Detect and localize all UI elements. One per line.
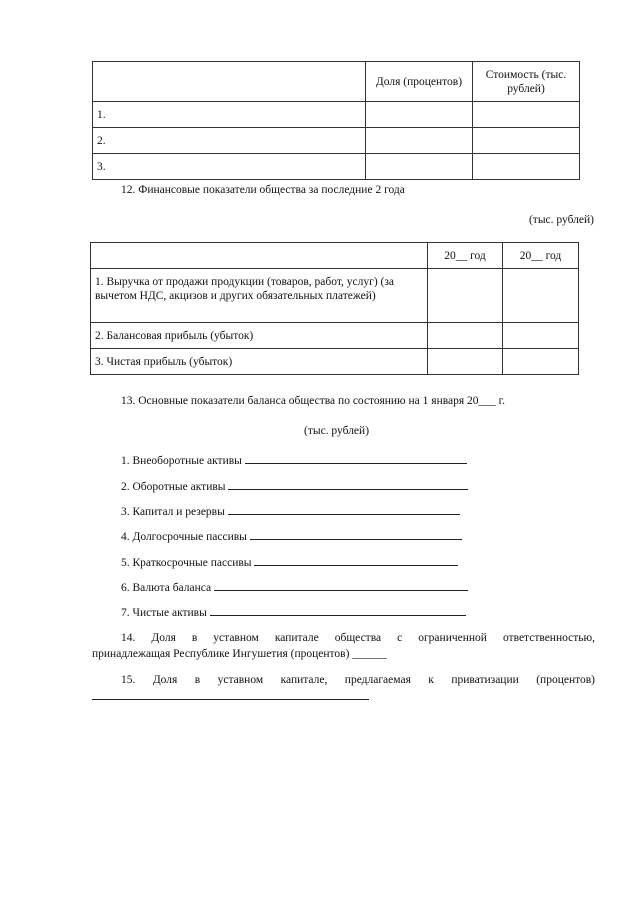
blank-line (250, 529, 462, 540)
table-header-cell (91, 243, 428, 269)
table-cell (428, 349, 503, 375)
section-15-blank-line (92, 699, 369, 700)
table-cell (473, 102, 580, 128)
balance-item: 5. Краткосрочные пассивы (121, 555, 458, 570)
blank-line (228, 479, 468, 490)
table-row (91, 323, 579, 349)
balance-item: 7. Чистые активы (121, 605, 466, 620)
table-cell (503, 349, 579, 375)
blank-line (210, 605, 466, 616)
table-cell (473, 154, 580, 180)
table-header-cell: 20__ год (428, 243, 503, 269)
table-cell (428, 323, 503, 349)
section-15-text: 15. Доля в уставном капитале, предлагаемая к приватизации (процентов) (121, 674, 595, 686)
blank-line (245, 453, 467, 464)
table-cell: 3. (93, 154, 366, 180)
section-13-units: (тыс. рублей) (304, 425, 370, 437)
table-cell (503, 323, 579, 349)
table-header-cell: Стоимость (тыс. рублей) (473, 62, 580, 102)
table-cell: 1. (93, 102, 366, 128)
table-cell: 3. Чистая прибыль (убыток) (91, 349, 428, 375)
section-14-line-1: 14. Доля в уставном капитале общества с ограниченной ответственностью, (121, 632, 595, 644)
section-14-line-2: принадлежащая Республике Ингушетия (процентов) ______ (92, 648, 387, 660)
section-15-paragraph (92, 672, 595, 688)
table-row (91, 349, 579, 375)
table-header-row (93, 62, 580, 102)
table-cell: 2. (93, 128, 366, 154)
table-cell (428, 269, 503, 323)
balance-item: 2. Оборотные активы (121, 479, 468, 494)
table-cell: 1. Выручка от продажи продукции (товаров, работ, услуг) (за вычетом НДС, акцизов и других обязательных платежей) (91, 269, 428, 323)
table-cell (366, 102, 473, 128)
table-header-cell: Доля (процентов) (366, 62, 473, 102)
table-header-cell: 20__ год (503, 243, 579, 269)
table-cell (473, 128, 580, 154)
blank-line (228, 504, 460, 515)
balance-item: 3. Капитал и резервы (121, 504, 460, 519)
section-14-paragraph (92, 630, 595, 662)
table-cell: 2. Балансовая прибыль (убыток) (91, 323, 428, 349)
table-header-cell (93, 62, 366, 102)
balance-item: 1. Внеоборотные активы (121, 453, 467, 468)
table-cell (503, 269, 579, 323)
section-12-title: 12. Финансовые показатели общества за последние 2 года (121, 184, 405, 196)
table-row (93, 128, 580, 154)
blank-line (254, 555, 458, 566)
table-cell (366, 154, 473, 180)
financial-indicators-table (90, 242, 579, 375)
balance-item: 4. Долгосрочные пассивы (121, 529, 462, 544)
balance-item: 6. Валюта баланса (121, 580, 468, 595)
share-value-table (92, 61, 580, 180)
table-row (91, 269, 579, 323)
table-header-row (91, 243, 579, 269)
table-row (93, 102, 580, 128)
table-cell (366, 128, 473, 154)
section-12-units: (тыс. рублей) (528, 214, 594, 226)
section-13-title: 13. Основные показатели баланса общества по состоянию на 1 января 20___ г. (121, 395, 505, 407)
blank-line (214, 580, 468, 591)
table-row (93, 154, 580, 180)
